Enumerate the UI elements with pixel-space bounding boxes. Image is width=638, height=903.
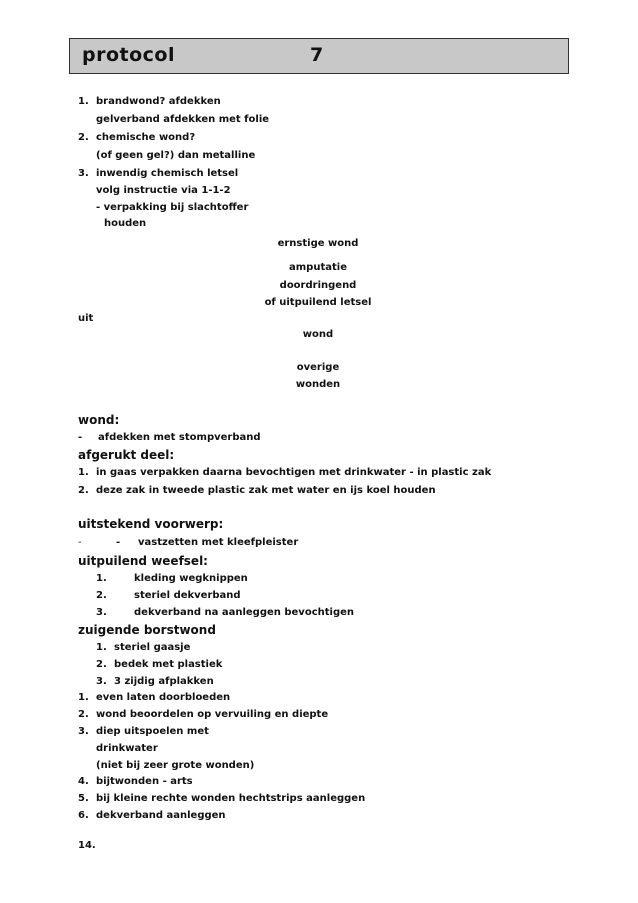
flow-label-overige: overige bbox=[296, 362, 340, 373]
step-number: 1. bbox=[78, 96, 89, 107]
list-item: steriel gaasje bbox=[114, 642, 191, 653]
flow-label-ernstige: ernstige wond bbox=[277, 238, 359, 249]
list-item: dekverband aanleggen bbox=[96, 810, 226, 821]
list-number: 6. bbox=[78, 810, 89, 821]
list-number: 1. bbox=[96, 642, 107, 653]
list-item: wond beoordelen op vervuiling en diepte bbox=[96, 709, 329, 720]
step-text: - verpakking bij slachtoffer bbox=[96, 202, 249, 213]
page-number: 14. bbox=[78, 840, 96, 851]
list-item: diep uitspoelen met bbox=[96, 726, 209, 737]
step-text: volg instructie via 1-1-2 bbox=[96, 185, 231, 196]
flow-label-amputatie: amputatie bbox=[289, 262, 347, 273]
list-dash: - bbox=[78, 537, 82, 548]
list-number: 2. bbox=[96, 590, 107, 601]
list-item: 3 zijdig afplakken bbox=[114, 676, 214, 687]
list-dash: - bbox=[78, 432, 83, 443]
list-item: bedek met plastiek bbox=[114, 659, 223, 670]
list-item: in gaas verpakken daarna bevochtigen met drinkwater - in plastic zak bbox=[96, 467, 492, 478]
list-item: drinkwater bbox=[96, 743, 158, 754]
protocol-number: 7 bbox=[310, 44, 324, 66]
step-text: chemische wond? bbox=[96, 132, 196, 143]
step-text: houden bbox=[104, 218, 147, 229]
header-banner bbox=[69, 38, 569, 74]
list-number: 5. bbox=[78, 793, 89, 804]
list-item: dekverband na aanleggen bevochtigen bbox=[134, 607, 355, 618]
list-number: 1. bbox=[78, 692, 89, 703]
list-number: 3. bbox=[96, 676, 107, 687]
list-item: vastzetten met kleefpleister bbox=[138, 537, 299, 548]
step-text: gelverband afdekken met folie bbox=[96, 114, 270, 125]
list-number: 2. bbox=[96, 659, 107, 670]
list-number: 1. bbox=[96, 573, 107, 584]
list-dash: - bbox=[116, 537, 121, 548]
section-heading-weefsel: uitpuilend weefsel: bbox=[78, 554, 208, 568]
list-number: 2. bbox=[78, 485, 89, 496]
section-heading-wond: wond: bbox=[78, 413, 120, 427]
flow-label-wonden: wonden bbox=[295, 379, 341, 390]
step-text: inwendig chemisch letsel bbox=[96, 168, 239, 179]
list-item: even laten doorbloeden bbox=[96, 692, 231, 703]
page-title: protocol bbox=[82, 44, 175, 66]
step-text: brandwond? afdekken bbox=[96, 96, 221, 107]
list-item: deze zak in tweede plastic zak met water en ijs koel houden bbox=[96, 485, 436, 496]
list-item: afdekken met stompverband bbox=[98, 432, 261, 443]
list-item: bijtwonden - arts bbox=[96, 776, 193, 787]
list-item: bij kleine rechte wonden hechtstrips aanleggen bbox=[96, 793, 366, 804]
step-text: (of geen gel?) dan metalline bbox=[96, 150, 256, 161]
flow-label-uitpuilend: of uitpuilend letsel bbox=[264, 297, 372, 308]
list-item: kleding wegknippen bbox=[134, 573, 248, 584]
list-number: 4. bbox=[78, 776, 89, 787]
step-number: 2. bbox=[78, 132, 89, 143]
flow-label-wond: wond bbox=[302, 329, 334, 340]
flow-label-doordringend: doordringend bbox=[279, 280, 357, 291]
flow-label-uit: uit bbox=[78, 313, 94, 324]
step-number: 3. bbox=[78, 168, 89, 179]
list-number: 2. bbox=[78, 709, 89, 720]
list-item: (niet bij zeer grote wonden) bbox=[96, 760, 255, 771]
list-item: steriel dekverband bbox=[134, 590, 241, 601]
list-number: 1. bbox=[78, 467, 89, 478]
section-heading-borstwond: zuigende borstwond bbox=[78, 623, 216, 637]
section-heading-afgerukt: afgerukt deel: bbox=[78, 448, 175, 462]
section-heading-uitstekend: uitstekend voorwerp: bbox=[78, 517, 224, 531]
list-number: 3. bbox=[78, 726, 89, 737]
list-number: 3. bbox=[96, 607, 107, 618]
